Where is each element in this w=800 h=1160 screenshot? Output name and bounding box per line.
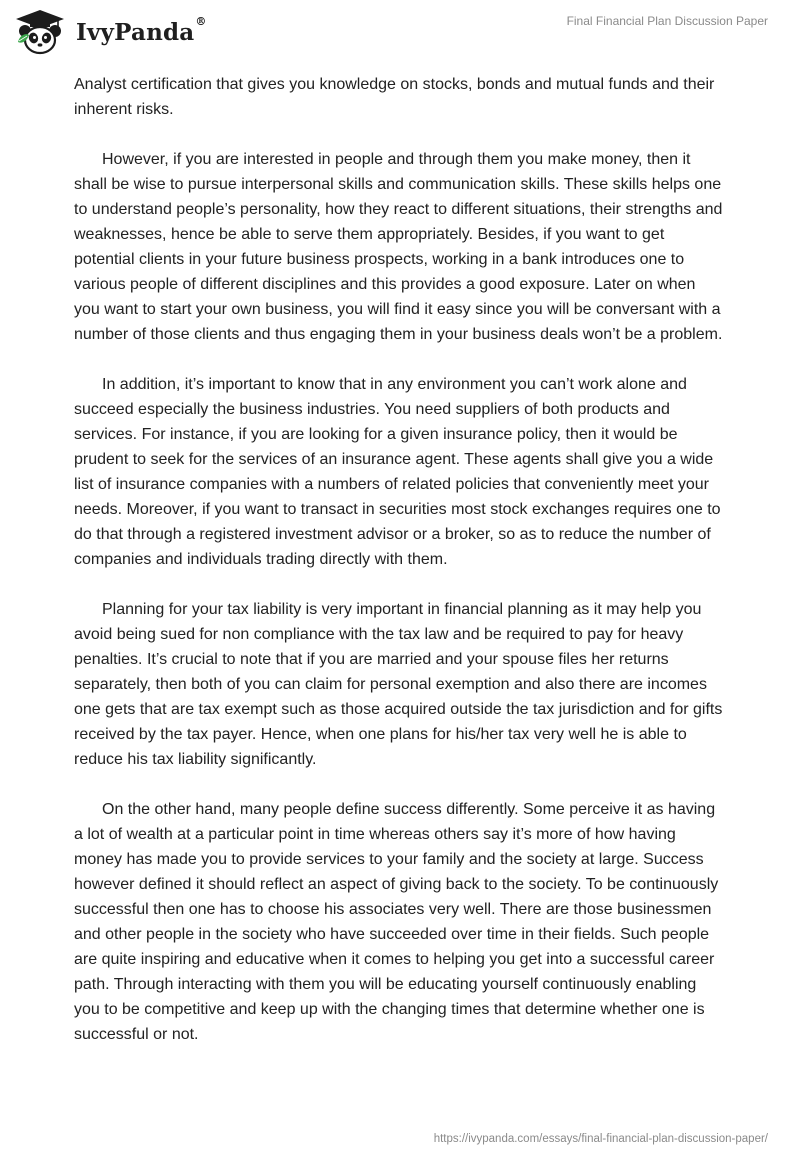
essay-body <box>74 72 724 1072</box>
source-url[interactable]: https://ivypanda.com/essays/final-financial-plan-discussion-paper/ <box>433 1133 768 1145</box>
registered-mark: ® <box>195 15 207 29</box>
document-title: Final Financial Plan Discussion Paper <box>566 14 768 28</box>
paragraph: Planning for your tax liability is very important in financial planning as it may help you avoid being sued for non compliance with the tax law and be required to pay for heavy penalties. It’s crucial to note that if you are married and your spouse files her returns separately, then both of you can claim for personal exemption and also there are incomes one gets that are tax exempt such as those acquired outside the tax jurisdiction and for gifts received by the tax payer. Hence, when one plans for his/her tax very well he is able to reduce his tax liability significantly. <box>74 601 723 768</box>
page-header <box>0 0 800 64</box>
paragraph: However, if you are interested in people and through them you make money, then it shall be wise to pursue interpersonal skills and communication skills. These skills helps one to understand people’s personality, how they react to different situations, their strengths and weaknesses, hence be able to serve them appropriately. Besides, if you want to get potential clients in your future business prospects, working in a bank introduces one to various people of different disciplines and this provides a good exposure. Later on when you want to start your own business, you will find it easy since you will be conversant with a number of those clients and thus engaging them in your business deals won’t be a problem. <box>74 151 723 343</box>
panda-graduate-logo-icon[interactable] <box>14 8 66 56</box>
paragraph: On the other hand, many people define success differently. Some perceive it as having a lot of wealth at a particular point in time whereas others say it’s more of how having money has made you to provide services to your family and the society at large. Success however defined it should reflect an aspect of giving back to the society. To be continuously successful then one has to choose his associates very well. There are those businessmen and other people in the society who have succeeded over time in their fields. Such people are quite inspiring and educative when it comes to helping you get into a successful career path. Through interacting with them you will be educating yourself continuously enabling you to be competitive and keep up with the changing times that determine whether one is successful or not. <box>74 801 719 1043</box>
brand-text: IvyPanda <box>76 19 195 46</box>
paragraph: In addition, it’s important to know that in any environment you can’t work alone and succeed especially the business industries. You need suppliers of both products and services. For instance, if you are looking for a given insurance policy, then it would be prudent to seek for the services of an insurance agent. These agents shall give you a wide list of insurance companies with a numbers of related policies that conveniently meet your needs. Moreover, if you want to transact in securities most stock exchanges requires one to do that through a registered investment advisor or a broker, so as to reduce the number of companies and individuals trading directly with them. <box>74 376 721 568</box>
paragraph: Analyst certification that gives you knowledge on stocks, bonds and mutual funds and their inherent risks. <box>74 76 715 118</box>
brand-name[interactable] <box>76 15 207 46</box>
